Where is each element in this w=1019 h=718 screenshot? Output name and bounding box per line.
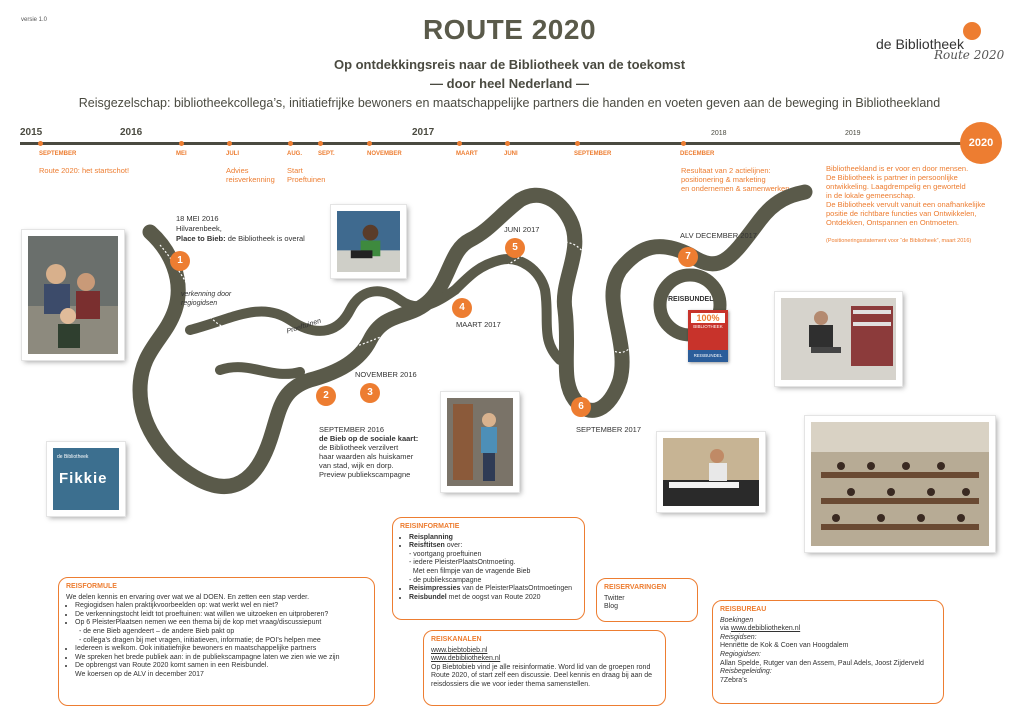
reisformule-item: • Op 6 PleisterPlaatsen nemen we een thema bij de kop met vraag/discussiepunt <box>75 619 367 628</box>
year-2016: 2016 <box>120 127 143 138</box>
bundel-bold: Reisbundel <box>409 593 447 601</box>
photo-kids-frame <box>22 230 124 360</box>
month-label: JUNI <box>504 151 518 157</box>
reisftitsen-bold: Reisftitsen <box>409 542 445 550</box>
photo-hall-picture <box>811 422 989 546</box>
reisformule-item: • De verkenningstocht leidt tot proeftuinen: wat willen we uitzoeken en uitproberen? <box>75 611 367 620</box>
month-label: AUG. <box>287 151 302 157</box>
month-label: DECEMBER <box>680 151 715 157</box>
reisgidsen-names: Henriëtte de Kok & Coen van Hoogdalem <box>720 642 849 650</box>
reiskanalen-box <box>423 630 666 706</box>
tips-sub-3: Met een filmpje van de vragende Bieb <box>409 567 531 575</box>
reisformule-item: • De opbrengst van Route 2020 komt samen in een Reisbundel. <box>75 662 367 671</box>
step1-place: Hilvarenbeek, <box>176 224 222 233</box>
biebtobieb-link[interactable]: www.biebtobieb.nl <box>431 646 488 654</box>
photo-piano-picture <box>663 438 759 506</box>
crew-line: Reisgezelschap: bibliotheekcollega’s, initiatiefrijke bewoners en maatschappelijke partners die handen en voeten geven aan de beweging in Bibliotheekland <box>78 96 941 110</box>
regiogidsen-label: Regiogidsen: <box>720 650 761 658</box>
photo-boy-laptop-frame <box>331 205 406 278</box>
subtitle-2: — door heel Nederland — <box>430 76 589 91</box>
year-2017: 2017 <box>412 127 435 138</box>
tips-sub-1: - voortgang proeftuinen <box>409 550 482 558</box>
photo-reading-frame <box>775 292 902 386</box>
photo-sign-frame <box>47 442 125 516</box>
blog-link[interactable]: Blog <box>604 603 619 611</box>
logo-name: de Bibliotheek <box>876 36 964 52</box>
subtitle-1: Op ontdekkingsreis naar de Bibliotheek van de toekomst <box>333 57 686 72</box>
step-4-marker: 4 <box>452 298 472 318</box>
debibliotheken-link[interactable]: www.debibliotheken.nl <box>431 655 501 663</box>
alv2017-label: ALV DECEMBER 2017 <box>680 231 757 240</box>
photo-boy-laptop-picture <box>337 211 400 272</box>
logo-route: Route 2020 <box>934 48 1005 62</box>
tips-sub-2: - iedere PleisterPlaatsOntmoeting. <box>409 559 516 567</box>
reiskanalen-title: REISKANALEN <box>431 636 482 643</box>
reisformule-box <box>58 577 375 706</box>
step-6-marker: 6 <box>571 397 591 417</box>
begeleiding-label: Reisbegeleiding: <box>720 668 772 676</box>
version-label: versie 1.0 <box>21 17 48 23</box>
month-label: MEI <box>176 151 187 157</box>
photo-piano-frame <box>657 432 765 512</box>
month-label: SEPTEMBER <box>574 151 612 157</box>
month-label: SEPT. <box>318 151 335 157</box>
photo-hall-frame <box>805 416 995 552</box>
nov2016-label: NOVEMBER 2016 <box>355 370 417 379</box>
book-brand: BIBLIOTHEEK <box>693 324 723 329</box>
step1-rest: de Bibliotheek is overal <box>225 234 305 243</box>
reisformule-sub-b: - collega’s dragen bij met vragen, initiatieven, informatie; de POI’s helpen mee <box>79 636 321 644</box>
month-label: SEPTEMBER <box>39 151 77 157</box>
sept2016-bold: de Bieb op de sociale kaart: <box>319 434 419 443</box>
reisformule-item: • Iedereen is welkom. Ook initiatiefrijke bewoners en maatschappelijke partners <box>75 645 367 654</box>
note-proeftuinen: Start Proeftuinen <box>287 166 326 184</box>
book-badge: 100% <box>691 313 725 323</box>
via-label: via <box>720 625 731 633</box>
reisformule-intro: We delen kennis en ervaring over wat we al DOEN. En zetten een stap verder. <box>66 593 310 601</box>
tips-sub-4: - de publiekscampagne <box>409 576 482 584</box>
reisplanning-item: Reisplanning <box>409 533 453 541</box>
step-3-marker: 3 <box>360 383 380 403</box>
step1-date: 18 MEI 2016 <box>176 214 219 223</box>
statement-source: (Positioneringsstatement voor “de Bibliotheek”, maart 2016) <box>826 238 972 244</box>
year-2018: 2018 <box>711 130 727 137</box>
boekingen-label: Boekingen <box>720 616 754 624</box>
page-title: ROUTE 2020 <box>422 14 597 45</box>
maart2017-label: MAART 2017 <box>456 320 501 329</box>
reisbureau-title: REISBUREAU <box>720 606 767 613</box>
photo-woman-picture <box>447 398 513 486</box>
photo-sign-picture <box>53 448 119 510</box>
regiogidsen-names: Allan Spelde, Rutger van den Assem, Paul Adels, Joost Zijderveld <box>720 659 924 667</box>
step-2-marker: 2 <box>316 386 336 406</box>
book-foot: REISBUNDEL <box>688 350 728 362</box>
reisformule-sub-a: - de ene Bieb agendeert – de andere Bieb pakt op <box>79 627 235 635</box>
impressies-rest: van de PleisterPlaatsOntmoetingen <box>460 585 573 593</box>
reiservaringen-box <box>596 578 698 622</box>
reisinformatie-box <box>392 517 585 620</box>
year-2020-badge: 2020 <box>960 122 1002 164</box>
sept2016-date: SEPTEMBER 2016 <box>319 425 385 434</box>
reiservaringen-title: REISERVARINGEN <box>604 584 667 591</box>
month-label: JULI <box>226 151 240 157</box>
photo-kids-picture <box>28 236 118 354</box>
reisinformatie-title: REISINFORMATIE <box>400 523 460 530</box>
note-start: Route 2020: het startschot! <box>39 166 130 175</box>
reisgidsen-label: Reisgidsen: <box>720 633 757 641</box>
reisftitsen-rest: over: <box>444 542 463 550</box>
year-2015: 2015 <box>20 127 43 138</box>
twitter-link[interactable]: Twitter <box>604 594 625 602</box>
reisformule-item: • We spreken het brede publiek aan: in de publiekscampagne laten we zien wie we zijn <box>75 654 367 663</box>
month-label: MAART <box>456 151 478 157</box>
reisbundel-book <box>688 310 728 362</box>
verkenning-label: verkenning door regiogidsen <box>181 291 232 307</box>
reiskanalen-text: Op Biebtobieb vind je alle reisinformatie. Word lid van de groepen rond Route 2020, of start zelf een discussie. Deel kennis en draag bij aan de reisdossiers die we voor ieder thema samenstellen. <box>431 663 653 688</box>
sept2017-label: SEPTEMBER 2017 <box>576 425 642 434</box>
note-december: Resultaat van 2 actielijnen: positionering & marketing en ondernemen & samenwerken. <box>681 166 792 193</box>
debibliotheken-booking-link[interactable]: www.debibliotheken.nl <box>730 625 801 633</box>
note-advies: Advies reisverkenning <box>226 166 275 184</box>
reisformule-title: REISFORMULE <box>66 583 117 590</box>
reisbundel-label: REISBUNDEL <box>668 296 714 303</box>
bundel-rest: met de oogst van Route 2020 <box>446 593 541 601</box>
photo-reading-picture <box>781 298 896 380</box>
sign-brand: de Bibliotheek <box>57 454 89 460</box>
step1-bold: Place to Bieb: <box>176 234 226 243</box>
juni2017-label: JUNI 2017 <box>504 225 540 234</box>
step-5-marker: 5 <box>505 238 525 258</box>
proeftuinen-road-label: Proeftuinen <box>285 317 323 336</box>
reisbureau-box <box>712 600 944 704</box>
reisformule-item: • Regiogidsen halen praktijkvoorbeelden op: wat werkt wel en niet? <box>75 602 367 611</box>
step-1-marker: 1 <box>170 251 190 271</box>
month-label: NOVEMBER <box>367 151 402 157</box>
sign-text: Fikkie <box>59 470 108 487</box>
step-7-marker: 7 <box>678 247 698 267</box>
sept2016-text: de Bibliotheek verzilvert haar waarden als huiskamer van stad, wijk en dorp. Preview publiekscampagne <box>319 443 414 479</box>
year-2019: 2019 <box>845 130 861 137</box>
reisformule-outro: We koersen op de ALV in december 2017 <box>75 670 204 678</box>
photo-woman-frame <box>441 392 519 492</box>
positioning-statement: Bibliotheekland is er voor en door mensen. De Bibliotheek is partner in persoonlijke ontwikkeling. Laagdrempelig en geworteld in de lokale gemeenschap. De Bibliotheek vervult vanuit een onafhankelijke positie de richtbare functies van Ontwikkelen, Ontdekken, Ontspannen en Ontmoeten. <box>826 164 986 227</box>
begeleiding-names: 7Zebra’s <box>720 676 748 684</box>
impressies-bold: Reisimpressies <box>409 585 461 593</box>
